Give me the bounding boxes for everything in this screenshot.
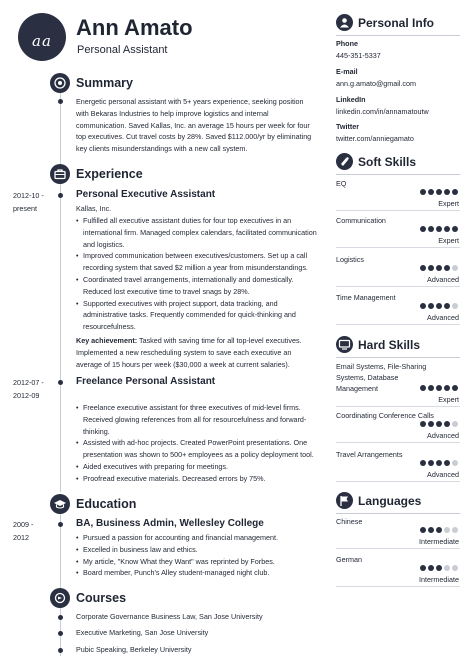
skill-divider — [336, 247, 460, 248]
skill-level: Expert — [438, 199, 459, 208]
rating-dot-filled — [420, 527, 426, 533]
skill-name: Chinese — [336, 517, 363, 526]
linkedin-label: LinkedIn — [336, 95, 366, 104]
skill-level: Intermediate — [419, 575, 459, 584]
rating-dot-filled — [436, 303, 442, 309]
skill-divider — [336, 324, 460, 325]
course-item: Corporate Governance Business Law, San Jose University — [76, 612, 263, 621]
rating-dot-empty — [444, 527, 450, 533]
phone-label: Phone — [336, 39, 358, 48]
timeline-dot — [58, 522, 63, 527]
linkedin-value[interactable]: linkedin.com/in/annamatoutw — [336, 107, 429, 116]
job-date-start: 2012-07 - — [13, 378, 44, 387]
job-date-start: 2012-10 - — [13, 191, 44, 200]
skill-rating — [420, 460, 458, 466]
skill-level: Advanced — [427, 313, 459, 322]
skill-level: Expert — [438, 395, 459, 404]
skill-level: Advanced — [427, 470, 459, 479]
rating-dot-empty — [452, 265, 458, 271]
job-title: Freelance Personal Assistant — [76, 376, 216, 387]
timeline-dot — [58, 193, 63, 198]
timeline-dot — [58, 615, 63, 620]
languages-title: Languages — [358, 494, 422, 508]
rating-dot-filled — [428, 265, 434, 271]
skill-name: EQ — [336, 179, 347, 188]
education-title: Education — [76, 497, 137, 511]
rating-dot-filled — [452, 385, 458, 391]
timeline-dot — [58, 631, 63, 636]
job-bullets — [76, 402, 318, 485]
job-date-end: present — [13, 204, 37, 213]
key-achievement-label: Key achievement: — [76, 336, 138, 345]
rating-dot-filled — [444, 303, 450, 309]
degree-title: BA, Business Admin, Wellesley College — [76, 518, 264, 529]
skill-divider — [336, 286, 460, 287]
rating-dot-empty — [444, 565, 450, 571]
education-date-end: 2012 — [13, 533, 29, 542]
rating-dot-filled — [444, 226, 450, 232]
target-icon — [50, 73, 70, 93]
phone-value: 445-351-5337 — [336, 51, 381, 60]
rating-dot-filled — [444, 189, 450, 195]
skill-divider — [336, 481, 460, 482]
rating-dot-filled — [428, 385, 434, 391]
job-bullet: • Supported executives with project support, data tracking, and administrative tasks. Frequently commended for quick-thinking and resourcefulness. — [76, 298, 318, 333]
job-date — [13, 189, 44, 215]
divider — [336, 357, 460, 358]
rating-dot-filled — [428, 189, 434, 195]
job-title: Personal Executive Assistant — [76, 189, 216, 200]
rating-dot-filled — [420, 421, 426, 427]
education-bullets — [76, 532, 318, 579]
rating-dot-filled — [428, 527, 434, 533]
logo-initials: aa — [32, 32, 52, 50]
skill-name: Communication — [336, 216, 386, 225]
skill-rating — [420, 303, 458, 309]
skill-divider — [336, 586, 460, 587]
divider — [336, 174, 460, 175]
skill-divider — [336, 210, 460, 211]
education-date — [13, 518, 33, 544]
education-bullet: • Excelled in business law and ethics. — [76, 544, 318, 556]
briefcase-icon — [50, 164, 70, 184]
education-date-start: 2009 - — [13, 520, 34, 529]
job-bullet: • Freelance executive assistant for three executives of mid-level firms. Received glowing references from all for resourcefulness and forward-thinking. — [76, 402, 318, 437]
rating-dot-filled — [444, 421, 450, 427]
rating-dot-filled — [436, 565, 442, 571]
rating-dot-filled — [436, 226, 442, 232]
rating-dot-filled — [444, 385, 450, 391]
course-item: Pubic Speaking, Berkeley University — [76, 645, 192, 654]
email-label: E-mail — [336, 67, 358, 76]
rating-dot-empty — [452, 527, 458, 533]
skill-rating — [420, 421, 458, 427]
skill-level: Advanced — [427, 431, 459, 440]
skill-rating — [420, 527, 458, 533]
hard-skills-title: Hard Skills — [358, 338, 421, 352]
rating-dot-filled — [428, 565, 434, 571]
job-date-end: 2012-09 — [13, 391, 40, 400]
timeline-line — [60, 92, 61, 172]
job-bullet: • Fulfilled all executive assistant duties for four top executives in an international firm. Managed complex calendars, facilitated communication and logistics. — [76, 215, 318, 250]
twitter-value[interactable]: twitter.com/anniegamato — [336, 134, 414, 143]
skill-rating — [420, 565, 458, 571]
twitter-label: Twitter — [336, 122, 360, 131]
rating-dot-filled — [436, 385, 442, 391]
skill-rating — [420, 226, 458, 232]
skill-rating — [420, 265, 458, 271]
courses-icon — [50, 588, 70, 608]
rating-dot-filled — [444, 460, 450, 466]
rating-dot-filled — [428, 460, 434, 466]
rating-dot-filled — [428, 421, 434, 427]
experience-title: Experience — [76, 167, 143, 181]
rating-dot-filled — [420, 385, 426, 391]
timeline-dot — [58, 648, 63, 653]
skill-level: Expert — [438, 236, 459, 245]
job-date — [13, 376, 44, 402]
graduation-cap-icon — [50, 494, 70, 514]
education-bullet: • My article, "Know What they Want" was reprinted by Forbes. — [76, 556, 318, 568]
skill-level: Advanced — [427, 275, 459, 284]
skill-name: Travel Arrangements — [336, 450, 403, 459]
key-achievement — [76, 335, 318, 370]
flag-icon — [336, 492, 353, 509]
skill-name: Time Management — [336, 293, 396, 302]
timeline-line — [60, 184, 61, 492]
soft-skills-title: Soft Skills — [358, 155, 417, 169]
education-bullet: • Board member, Punch's Alley student-managed night club. — [76, 567, 318, 579]
rating-dot-filled — [420, 303, 426, 309]
skill-divider — [336, 548, 460, 549]
logo-monogram — [18, 13, 66, 61]
job-bullets — [76, 215, 318, 333]
rating-dot-filled — [428, 303, 434, 309]
divider — [336, 35, 460, 36]
education-bullet: • Pursued a passion for accounting and financial management. — [76, 532, 318, 544]
rating-dot-filled — [452, 189, 458, 195]
rating-dot-filled — [420, 189, 426, 195]
skill-divider — [336, 406, 460, 407]
timeline-dot — [58, 99, 63, 104]
skill-rating — [420, 189, 458, 195]
job-company: Kallas, Inc. — [76, 204, 112, 213]
brain-icon — [336, 153, 353, 170]
rating-dot-filled — [436, 527, 442, 533]
summary-text: Energetic personal assistant with 5+ years experience, seeking position with Bekaras Industries to help improve logistics and internal communication. Saved Kallas, Inc. an average 15 hours per week for four top executives. Cut travel costs by 28%. Saved $112.000/yr by eliminating key clients misunderstandings with a new call system. — [76, 97, 312, 154]
job-bullet: • Coordinated travel arrangements, internationally and domestically. Reduced lost executive time to travel snags by 28%. — [76, 274, 318, 298]
job-bullet: • Aided executives with preparing for meetings. — [76, 461, 318, 473]
rating-dot-filled — [436, 460, 442, 466]
rating-dot-filled — [420, 226, 426, 232]
monitor-icon — [336, 336, 353, 353]
job-bullet: • Improved communication between executives/customers. Set up a call recording system that saved $2 million a year from misunderstandings. — [76, 250, 318, 274]
job-bullet: • Proofread executive materials. Decreased errors by 75%. — [76, 473, 318, 485]
job-bullet: • Assisted with ad-hoc projects. Created PowerPoint presentations. One presentation was shown to 500+ employees as a policy deployment tool. — [76, 437, 318, 461]
skill-level: Intermediate — [419, 537, 459, 546]
rating-dot-filled — [436, 421, 442, 427]
courses-title: Courses — [76, 591, 127, 605]
timeline-dot — [58, 380, 63, 385]
rating-dot-filled — [436, 265, 442, 271]
rating-dot-empty — [452, 421, 458, 427]
rating-dot-empty — [452, 565, 458, 571]
course-item: Executive Marketing, San Jose University — [76, 628, 209, 637]
rating-dot-empty — [452, 303, 458, 309]
key-achievement-text: Tasked with saving time for all top-level executives. Implemented a new rescheduling system to save each executive an average of 15 hours per week ($30,000 a week at current salaries). — [76, 336, 302, 369]
rating-dot-filled — [444, 265, 450, 271]
personal-info-title: Personal Info — [358, 16, 435, 30]
candidate-name: Ann Amato — [76, 15, 193, 40]
rating-dot-filled — [452, 226, 458, 232]
rating-dot-filled — [420, 265, 426, 271]
candidate-title: Personal Assistant — [77, 44, 168, 56]
skill-name: German — [336, 555, 362, 564]
email-value[interactable]: ann.g.amato@gmail.com — [336, 79, 417, 88]
rating-dot-filled — [420, 460, 426, 466]
skill-name: Coordinating Conference Calls — [336, 411, 434, 420]
summary-title: Summary — [76, 76, 133, 90]
rating-dot-filled — [420, 565, 426, 571]
rating-dot-empty — [452, 460, 458, 466]
rating-dot-filled — [436, 189, 442, 195]
rating-dot-filled — [428, 226, 434, 232]
divider — [336, 513, 460, 514]
skill-name: Email Systems, File-Sharing Systems, Database Management — [336, 362, 427, 393]
user-icon — [336, 14, 353, 31]
skill-divider — [336, 442, 460, 443]
skill-name: Logistics — [336, 255, 364, 264]
skill-rating — [420, 385, 458, 391]
